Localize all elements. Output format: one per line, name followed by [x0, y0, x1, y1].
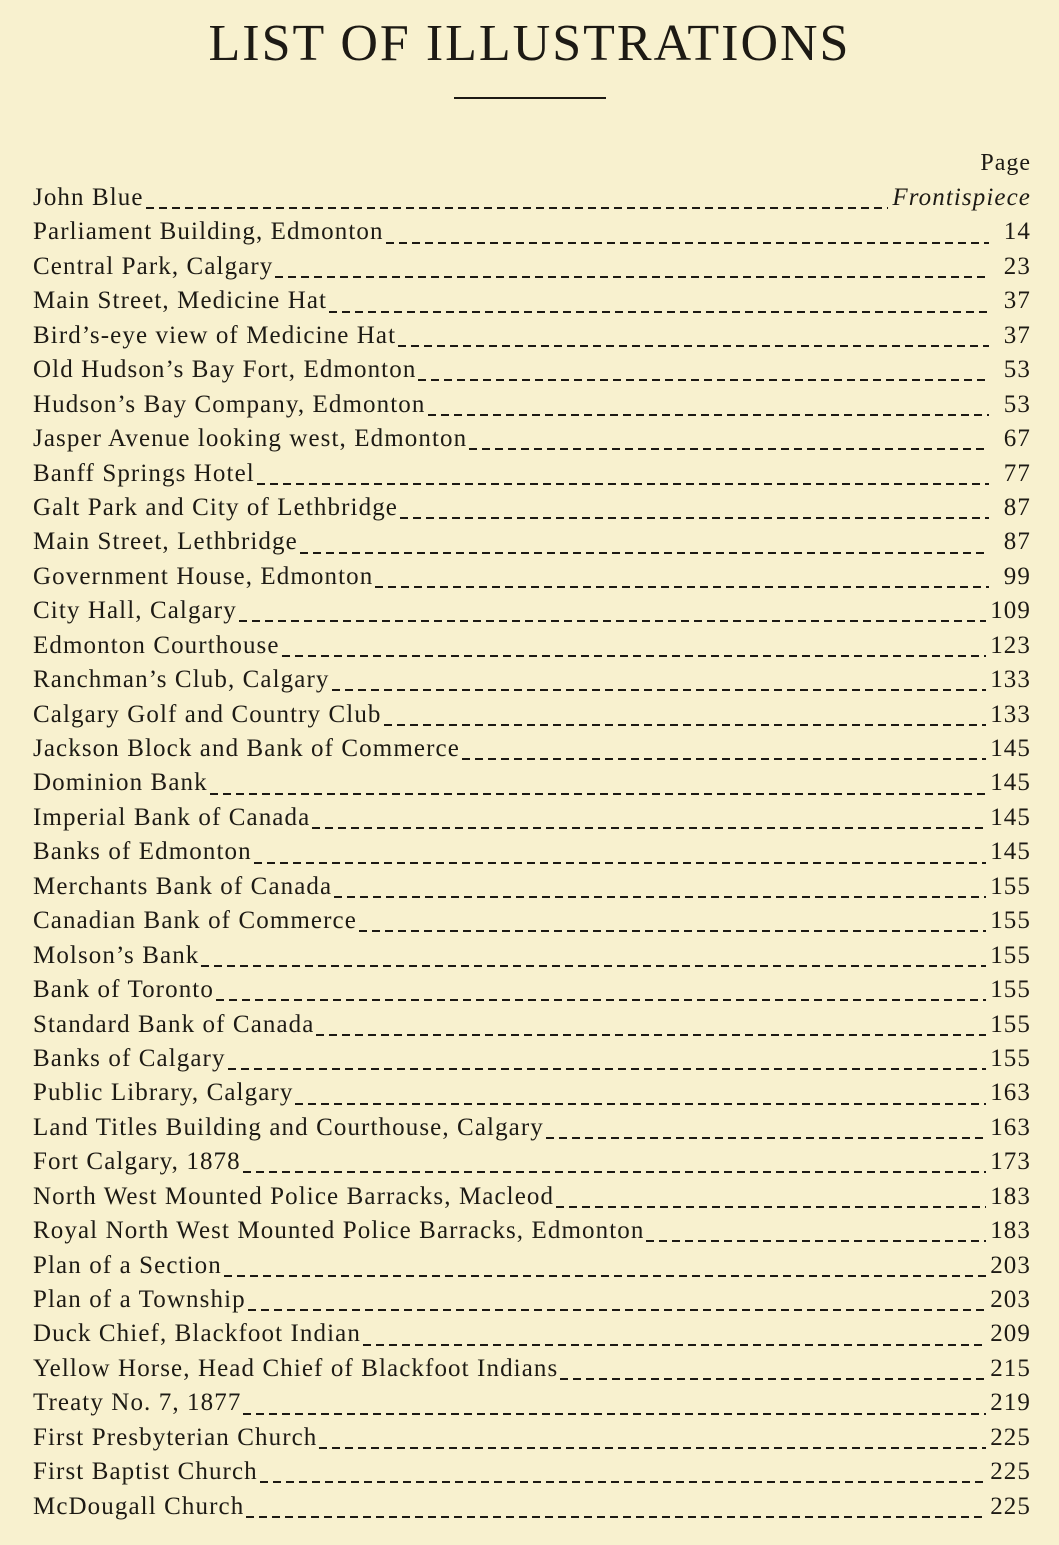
dot-leader [275, 276, 989, 278]
entry-label: McDougall Church [33, 1492, 245, 1520]
entry-page-number: 225 [990, 1492, 1031, 1520]
entry-page-number: 145 [990, 769, 1031, 797]
dot-leader [300, 552, 989, 554]
entry-label: Public Library, Calgary [33, 1079, 294, 1107]
dot-leader [418, 379, 989, 381]
list-item [33, 1286, 1031, 1320]
list-item [33, 1045, 1031, 1079]
entry-label: Parliament Building, Edmonton [33, 218, 384, 246]
dot-leader [295, 1103, 986, 1105]
entry-page-number: 87 [1003, 493, 1031, 521]
entry-page-number: 123 [990, 631, 1031, 659]
dot-leader [384, 724, 987, 726]
entry-label: City Hall, Calgary [33, 597, 237, 625]
list-item [33, 735, 1031, 769]
entry-page-number: 145 [990, 735, 1031, 762]
entry-page-number: 225 [990, 1423, 1031, 1451]
entry-label: Banff Springs Hotel [33, 459, 255, 487]
entry-label: Dominion Bank [33, 769, 208, 797]
dot-leader [210, 793, 986, 795]
dot-leader [243, 1171, 986, 1173]
entry-label: North West Mounted Police Barracks, Macleod [33, 1182, 555, 1210]
dot-leader [316, 1034, 986, 1036]
list-item [33, 425, 1031, 459]
dot-leader [334, 896, 986, 898]
list-item [33, 1252, 1031, 1286]
dot-leader [239, 620, 986, 622]
entry-page-number: 155 [990, 872, 1031, 900]
dot-leader [260, 1481, 986, 1483]
list-item [33, 287, 1031, 321]
entry-label: Royal North West Mounted Police Barracks, Edmonton [33, 1217, 645, 1245]
dot-leader [646, 1240, 986, 1242]
dot-leader [216, 999, 986, 1001]
dot-leader [224, 1275, 986, 1277]
dot-leader [462, 758, 986, 760]
list-item [33, 873, 1031, 907]
entry-label: Calgary Golf and Country Club [33, 700, 382, 728]
list-item [33, 1079, 1031, 1113]
entry-page-number: 87 [1003, 528, 1031, 556]
dot-leader [400, 517, 989, 519]
entry-label: Main Street, Medicine Hat [33, 287, 328, 315]
entry-label: Merchants Bank of Canada [33, 872, 333, 900]
page-column-header: Page [980, 150, 1031, 176]
entry-label: Jackson Block and Bank of Commerce [33, 735, 460, 762]
entry-label: Treaty No. 7, 1877 [33, 1389, 242, 1417]
list-item [33, 1355, 1031, 1389]
entry-page-number: 77 [1003, 459, 1031, 487]
entry-page-number: 203 [990, 1251, 1031, 1279]
entry-label: Main Street, Lethbridge [33, 528, 298, 556]
dot-leader [254, 862, 986, 864]
list-item [33, 563, 1031, 597]
list-item [33, 494, 1031, 528]
dot-leader [243, 1413, 986, 1415]
list-item [33, 1493, 1031, 1527]
dot-leader [201, 965, 986, 967]
dot-leader [375, 586, 989, 588]
list-item [33, 907, 1031, 941]
list-item [33, 184, 1031, 218]
list-item [33, 1424, 1031, 1458]
list-item [33, 1389, 1031, 1423]
entry-label: Ranchman’s Club, Calgary [33, 666, 330, 694]
illustrations-list [33, 184, 1031, 1527]
list-item [33, 460, 1031, 494]
entry-page-number: 133 [990, 700, 1031, 728]
dot-leader [319, 1447, 986, 1449]
entry-page-number: 163 [990, 1113, 1031, 1141]
dot-leader [228, 1068, 987, 1070]
entry-label: Central Park, Calgary [33, 252, 274, 280]
entry-page-number: 163 [990, 1079, 1031, 1107]
entry-label: Edmonton Courthouse [33, 631, 280, 659]
list-item [33, 1458, 1031, 1492]
entry-label: Banks of Calgary [33, 1044, 226, 1072]
entry-label: Duck Chief, Blackfoot Indian [33, 1320, 361, 1348]
dot-leader [257, 483, 989, 485]
dot-leader [332, 689, 987, 691]
entry-page-number: 109 [990, 597, 1031, 625]
entry-page-number: 99 [1003, 562, 1031, 590]
entry-label: Canadian Bank of Commerce [33, 907, 357, 935]
entry-label: Bird’s-eye view of Medicine Hat [33, 321, 397, 349]
list-item [33, 1114, 1031, 1148]
entry-page-number: 203 [990, 1286, 1031, 1313]
entry-page-number: Frontispiece [892, 184, 1031, 211]
entry-label: Molson’s Bank [33, 941, 200, 969]
entry-label: Yellow Horse, Head Chief of Blackfoot Indians [33, 1354, 559, 1382]
entry-page-number: 155 [990, 941, 1031, 969]
entry-page-number: 53 [1003, 390, 1031, 418]
list-item [33, 1183, 1031, 1217]
entry-page-number: 133 [990, 666, 1031, 694]
entry-label: Land Titles Building and Courthouse, Calgary [33, 1113, 544, 1141]
list-item [33, 769, 1031, 803]
dot-leader [363, 1344, 986, 1346]
list-item [33, 391, 1031, 425]
dot-leader [282, 655, 987, 657]
entry-page-number: 215 [990, 1354, 1031, 1382]
list-item [33, 597, 1031, 631]
list-item [33, 356, 1031, 390]
entry-page-number: 183 [990, 1182, 1031, 1210]
entry-label: Fort Calgary, 1878 [33, 1148, 241, 1176]
entry-page-number: 225 [990, 1458, 1031, 1486]
list-item [33, 253, 1031, 287]
list-item [33, 942, 1031, 976]
list-item [33, 666, 1031, 700]
dot-leader [329, 311, 989, 313]
entry-label: Hudson’s Bay Company, Edmonton [33, 390, 426, 418]
entry-page-number: 155 [990, 976, 1031, 1004]
entry-page-number: 14 [1003, 218, 1031, 246]
list-item [33, 218, 1031, 252]
entry-label: Standard Bank of Canada [33, 1010, 315, 1038]
dot-leader [560, 1378, 986, 1380]
entry-label: Bank of Toronto [33, 976, 214, 1004]
list-item [33, 1217, 1031, 1251]
entry-page-number: 155 [990, 1010, 1031, 1038]
dot-leader [248, 1309, 986, 1311]
title-rule [454, 97, 606, 99]
list-item [33, 1148, 1031, 1182]
entry-label: Galt Park and City of Lethbridge [33, 493, 398, 521]
list-item [33, 528, 1031, 562]
entry-label: First Presbyterian Church [33, 1423, 318, 1451]
list-item [33, 1320, 1031, 1354]
entry-label: Jasper Avenue looking west, Edmonton [33, 425, 468, 453]
entry-page-number: 145 [990, 803, 1031, 831]
entry-page-number: 155 [990, 907, 1031, 935]
list-item [33, 322, 1031, 356]
entry-page-number: 219 [990, 1389, 1031, 1417]
list-item [33, 1011, 1031, 1045]
entry-label: Plan of a Township [33, 1286, 246, 1313]
dot-leader [146, 207, 889, 209]
page-title: LIST OF ILLUSTRATIONS [208, 15, 851, 72]
dot-leader [386, 242, 989, 244]
entry-page-number: 155 [990, 1044, 1031, 1072]
dot-leader [359, 930, 986, 932]
entry-label: Plan of a Section [33, 1251, 222, 1279]
entry-label: Imperial Bank of Canada [33, 803, 311, 831]
entry-page-number: 145 [990, 838, 1031, 866]
list-item [33, 701, 1031, 735]
dot-leader [556, 1206, 986, 1208]
dot-leader [428, 414, 990, 416]
entry-page-number: 209 [990, 1320, 1031, 1348]
dot-leader [312, 827, 986, 829]
dot-leader [246, 1516, 986, 1518]
entry-label: John Blue [33, 184, 144, 211]
list-item [33, 804, 1031, 838]
entry-page-number: 53 [1003, 356, 1031, 384]
entry-label: First Baptist Church [33, 1458, 258, 1486]
dot-leader [398, 345, 989, 347]
entry-page-number: 67 [1003, 425, 1031, 453]
entry-label: Banks of Edmonton [33, 838, 252, 866]
entry-label: Government House, Edmonton [33, 562, 374, 590]
entry-label: Old Hudson’s Bay Fort, Edmonton [33, 356, 417, 384]
entry-page-number: 173 [990, 1148, 1031, 1176]
list-item [33, 976, 1031, 1010]
list-item [33, 632, 1031, 666]
entry-page-number: 37 [1003, 287, 1031, 315]
dot-leader [469, 448, 989, 450]
entry-page-number: 183 [990, 1217, 1031, 1245]
list-item [33, 838, 1031, 872]
entry-page-number: 23 [1003, 252, 1031, 280]
entry-page-number: 37 [1003, 321, 1031, 349]
dot-leader [546, 1137, 986, 1139]
